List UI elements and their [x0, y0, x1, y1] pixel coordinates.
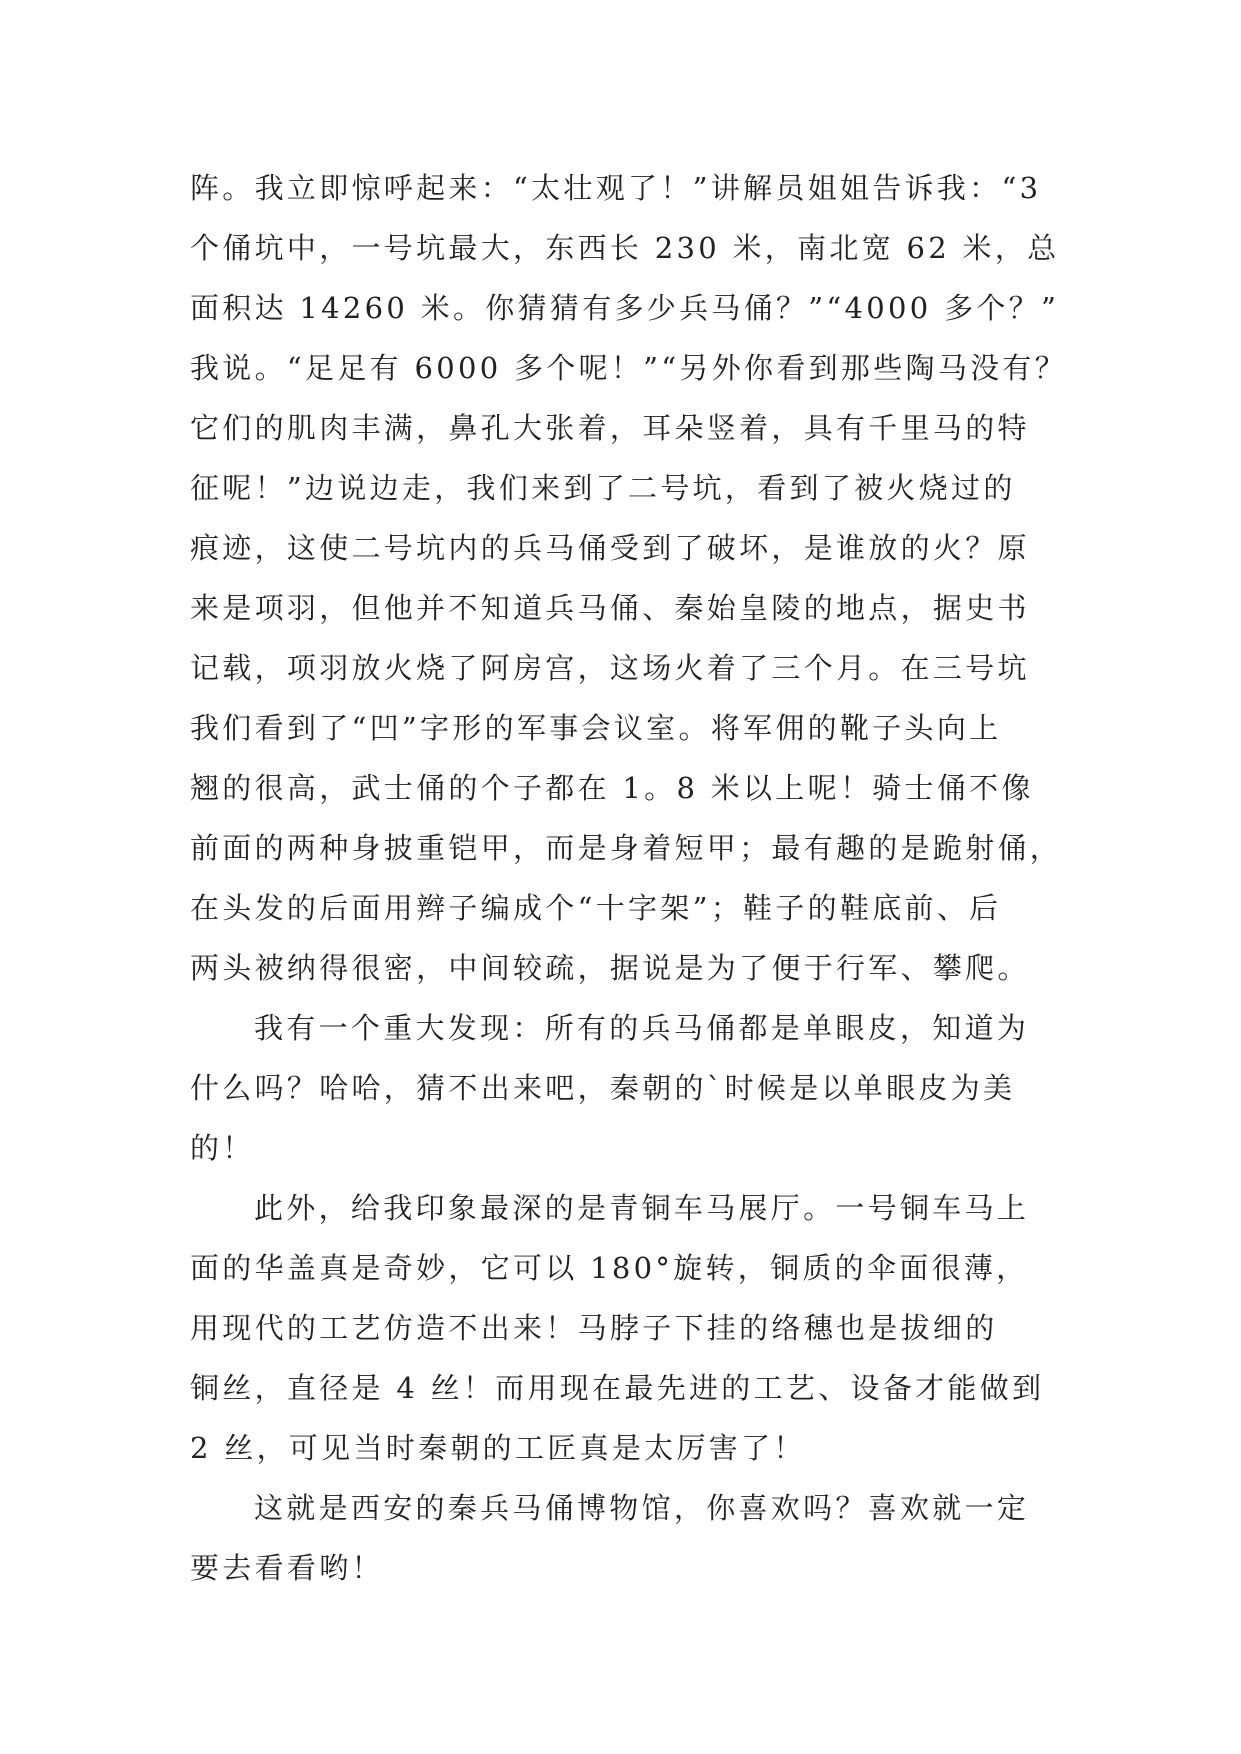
- text-line: 翘的很高，武士俑的个子都在 1。8 米以上呢！骑士俑不像: [190, 771, 1034, 805]
- text-line: 面的华盖真是奇妙，它可以 180°旋转，铜质的伞面很薄，: [190, 1251, 1029, 1285]
- text-line: 两头被纳得很密，中间较疏，据说是为了便于行军、攀爬。: [190, 951, 1030, 985]
- text-line: 2 丝，可见当时秦朝的工匠真是太厉害了！: [190, 1431, 806, 1465]
- text-line: 征呢！”边说边走，我们来到了二号坑，看到了被火烧过的: [190, 471, 1016, 505]
- text-line: 我们看到了“凹”字形的军事会议室。将军佣的靴子头向上: [190, 711, 1002, 745]
- text-line: 面积达 14260 米。你猜猜有多少兵马俑？”“4000 多个？”: [190, 291, 1060, 325]
- text-line: 用现代的工艺仿造不出来！马脖子下挂的络穗也是拔细的: [190, 1311, 998, 1345]
- text-line: 要去看看哟！: [190, 1551, 384, 1585]
- text-line: 阵。我立即惊呼起来：“太壮观了！”讲解员姐姐告诉我：“3: [190, 171, 1042, 205]
- text-line: 前面的两种身披重铠甲，而是身着短甲；最有趣的是跪射俑，: [190, 831, 1063, 865]
- text-line: 的！: [190, 1131, 255, 1165]
- text-line: 来是项羽，但他并不知道兵马俑、秦始皇陵的地点，据史书: [190, 591, 1030, 625]
- text-line: 铜丝，直径是 4 丝！而用现在最先进的工艺、设备才能做到: [190, 1371, 1045, 1405]
- paragraph-first-line: 此外，给我印象最深的是青铜车马展厅。一号铜车马上: [254, 1191, 1030, 1225]
- text-line: 记载，项羽放火烧了阿房宫，这场火着了三个月。在三号坑: [190, 651, 1030, 685]
- text-line: 它们的肌肉丰满，鼻孔大张着，耳朵竖着，具有千里马的特: [190, 411, 1030, 445]
- document-body: [190, 166, 1070, 1606]
- text-line: 我说。“足足有 6000 多个呢！”“另外你看到那些陶马没有？: [190, 351, 1068, 385]
- text-line: 痕迹，这使二号坑内的兵马俑受到了破坏，是谁放的火？原: [190, 531, 1030, 565]
- text-line: 什么吗？哈哈，猜不出来吧，秦朝的`时候是以单眼皮为美: [190, 1071, 1016, 1105]
- paragraph-first-line: 我有一个重大发现：所有的兵马俑都是单眼皮，知道为: [254, 1011, 1030, 1045]
- paragraph-first-line: 这就是西安的秦兵马俑博物馆，你喜欢吗？喜欢就一定: [254, 1491, 1030, 1525]
- text-line: 在头发的后面用辫子编成个“十字架”；鞋子的鞋底前、后: [190, 891, 1002, 925]
- text-line: 个俑坑中，一号坑最大，东西长 230 米，南北宽 62 米，总: [190, 231, 1060, 265]
